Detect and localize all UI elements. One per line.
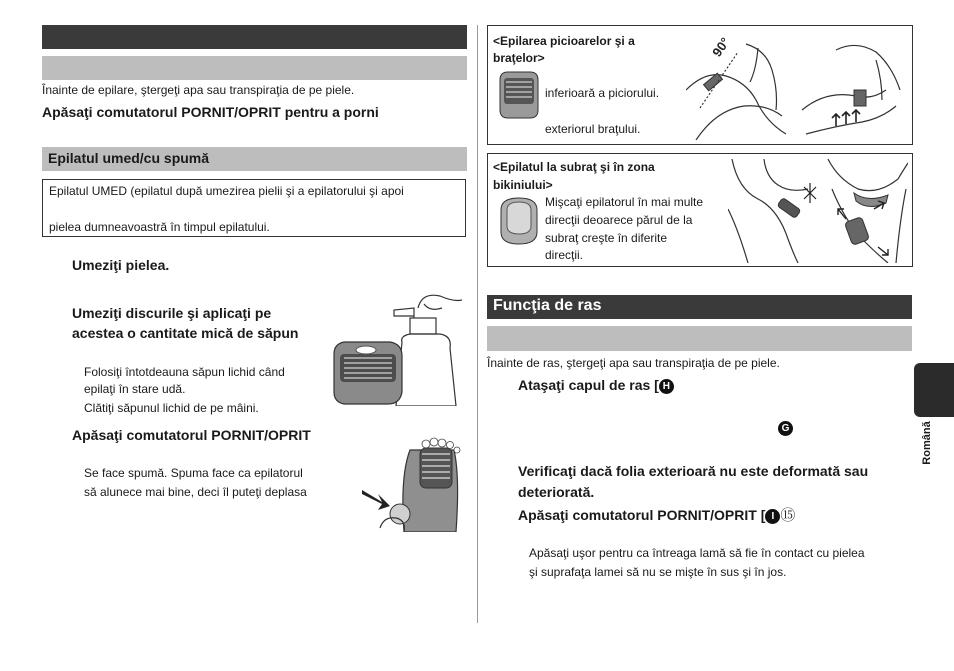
- shave-step-3: [518, 506, 795, 525]
- underarm-bikini-illustration: [728, 159, 908, 263]
- section-header-bar: [42, 25, 467, 49]
- shave-step-1: [518, 376, 674, 395]
- note-3-line1: Se face spumă. Spuma face ca epilatorul: [84, 466, 303, 480]
- legs-box-title-line1: <Epilarea picioarelor şi a: [493, 34, 635, 48]
- underarm-box-title-line2: bikiniului>: [493, 178, 553, 192]
- angle-label: 90°: [709, 34, 733, 60]
- legs-arms-illustration: [686, 30, 908, 140]
- epilator-foam-illustration: [360, 436, 464, 532]
- circled-number-15: ⑮: [780, 506, 796, 524]
- intro-step: Apăsaţi comutatorul PORNIT/OPRIT pentru a porni: [42, 104, 379, 120]
- intro-text: Înainte de epilare, ştergeţi apa sau transpiraţia de pe piele.: [42, 83, 355, 97]
- badge-i: I: [765, 509, 780, 524]
- shave-note-line2: şi suprafaţa lamei să nu se mişte în sus şi în jos.: [529, 565, 787, 579]
- note-2-line3: Clătiţi săpunul lichid de pe mâini.: [84, 401, 259, 415]
- underarm-text-line2: direcţii deoarece părul de la: [545, 213, 693, 227]
- epilator-head-icon: [496, 70, 542, 120]
- shave-intro: Înainte de ras, ştergeţi apa sau transpiraţia de pe piele.: [487, 356, 780, 370]
- shave-step-2-line2: deteriorată.: [518, 484, 595, 500]
- shave-section-title: Funcţia de ras: [487, 295, 912, 319]
- wet-section-title: Epilatul umed/cu spumă: [42, 147, 467, 171]
- badge-g: G: [778, 421, 793, 436]
- legs-box-text2: exteriorul braţului.: [545, 122, 641, 136]
- wet-box-line1: Epilatul UMED (epilatul după umezirea pielii şi a epilatorului şi apoi: [49, 184, 404, 198]
- language-side-tab: [914, 363, 954, 417]
- underarm-bikini-box: [487, 153, 913, 267]
- note-2-line2: epilaţi în stare udă.: [84, 382, 186, 396]
- wet-box-line2: pielea dumneavoastră în timpul epilatului.: [49, 220, 270, 234]
- underarm-text-line3: subraţ creşte în diferite: [545, 231, 668, 245]
- shave-note-line1: Apăsaţi uşor pentru ca întreaga lamă să fie în contact cu pielea: [529, 546, 865, 560]
- shave-step-2-line1: Verificaţi dacă folia exterioară nu este deformată sau: [518, 463, 869, 479]
- underarm-box-title-line1: <Epilatul la subraţ şi în zona: [493, 160, 655, 174]
- badge-h: H: [659, 379, 674, 394]
- step-2-line1: Umeziţi discurile şi aplicaţi pe: [72, 305, 272, 321]
- column-divider: [477, 25, 478, 623]
- step-3: Apăsaţi comutatorul PORNIT/OPRIT: [72, 427, 311, 443]
- legs-box-text1: inferioară a piciorului.: [545, 86, 660, 100]
- note-2-line1: Folosiţi întotdeauna săpun lichid când: [84, 365, 285, 379]
- step-2-line2: acestea o cantitate mică de săpun: [72, 325, 299, 341]
- soap-epilator-illustration: [330, 292, 462, 406]
- shave-step-3-text: Apăsaţi comutatorul PORNIT/OPRIT [: [518, 507, 766, 523]
- epilator-cap-icon: [497, 196, 541, 246]
- underarm-text-line1: Mişcaţi epilatorul în mai multe: [545, 195, 704, 209]
- shave-subsection-bar: [487, 326, 912, 351]
- note-3-line2: să alunece mai bine, deci îl puteţi deplasa: [84, 485, 307, 499]
- wet-info-box: [42, 179, 466, 237]
- subsection-header-bar: [42, 56, 467, 80]
- language-label: Română: [921, 421, 933, 465]
- shave-step-1-text: Ataşaţi capul de ras [: [518, 377, 659, 393]
- legs-box-title-line2: braţelor>: [493, 51, 545, 65]
- underarm-text-line4: direcţii.: [545, 248, 584, 262]
- step-1: Umeziţi pielea.: [72, 257, 170, 273]
- legs-arms-box: [487, 25, 913, 145]
